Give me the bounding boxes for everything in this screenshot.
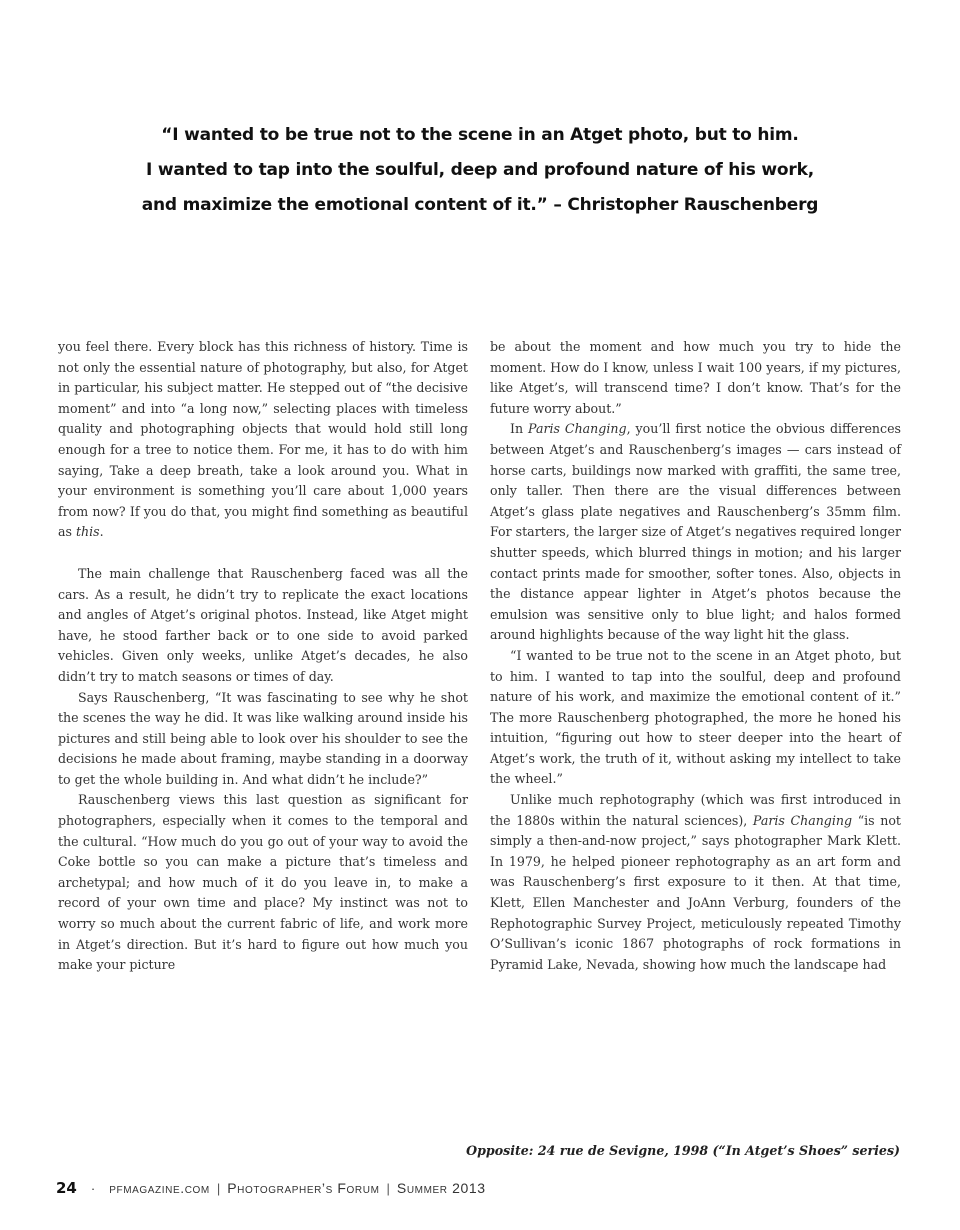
text-run: , you’ll first notice the obvious differences between Atget’s and Rauschenberg’s images — cars instead of horse carts, buildings now marked with graffiti, the same tree, only taller. Then there are the visual differences between Atget’s glass plate negatives and Rauschenberg’s 35mm film. For starters, the larger size of Atget’s negatives required longer shutter speeds, which blurred things in motion; and his larger contact prints made for smoother, softer tones. Also, objects in the distance appear lighter in Atget’s photos because the emulsion was sensitive only to blue light; and halos formed around highlights because of the way light hit the glass.	[490, 421, 901, 643]
book-title: Paris Changing	[528, 421, 627, 437]
body-paragraph	[490, 790, 901, 975]
pull-quote-line-1: “I wanted to be true not to the scene in an Atget photo, but to him.	[161, 125, 799, 145]
footer-separator: |	[386, 1181, 390, 1196]
text-run: “is not simply a then-and-now project,” says photographer Mark Klett. In 1979, he helped pioneer rephotography as an art form and was Rauschenberg’s first exposure to it then. At that time, Klett, Ellen Manchester and JoAnn Verburg, founders of the Rephotographic Survey Project, meticulously repeated Timothy O’Sullivan’s iconic 1867 photographs of rock formations in Pyramid Lake, Nevada, showing how much the landscape had	[490, 812, 901, 972]
book-title: Paris Changing	[752, 812, 853, 828]
text-run: In	[510, 421, 529, 437]
footer-dot: ·	[90, 1181, 96, 1196]
inset-quote-emphasis: this	[75, 524, 100, 540]
pull-quote	[90, 118, 870, 223]
left-column	[58, 337, 468, 976]
body-paragraph: “I wanted to be true not to the scene in an Atget photo, but to him. I wanted to tap into the soulful, deep and profound nature of his work, and maximize the emotional content of it.” The more Rauschenberg photographed, the more he honed his intuition, “figuring out how to steer deeper into the heart of Atget’s work, the truth of it, without asking my intellect to take the wheel.”	[490, 647, 901, 787]
body-paragraph: Rauschenberg views this last question as significant for photographers, especially when it comes to the temporal and the cultural. “How much do you go out of your way to avoid the Coke bottle so you can make a picture that’s timeless and archetypal; and how much of it do you leave in, to make a record of your own time and place? My instinct was not to worry so much about the current fabric of life, and work more in Atget’s direction. But it’s hard to figure out how much you make your picture	[58, 792, 468, 973]
pull-quote-line-3: and maximize the emotional content of it.” – Christopher Rauschenberg	[141, 195, 819, 215]
body-paragraph: Says Rauschenberg, “It was fascinating to see why he shot the scenes the way he did. It was like walking around inside his pictures and still being able to look over his shoulder to see the decisions he made about framing, maybe standing in a doorway to get the whole building in. And what didn’t he include?”	[58, 689, 468, 787]
body-paragraph: be about the moment and how much you try to hide the moment. How do I know, unless I wait 100 years, if my pictures, like Atget’s, will transcend time? I don’t know. That’s for the future worry about.”	[490, 339, 901, 416]
body-paragraph	[490, 419, 901, 646]
inset-quote-end: .	[99, 524, 104, 540]
body-paragraph: The main challenge that Rauschenberg faced was all the cars. As a result, he didn’t try to replicate the exact locations and angles of Atget’s original photos. Instead, like Atget might have, he stood farther back or to one side to avoid parked vehicles. Given only weeks, unlike Atget’s decades, he also didn’t try to match seasons or times of day.	[58, 565, 468, 684]
footer-separator: |	[216, 1181, 221, 1196]
footer-issue: Summer 2013	[396, 1180, 486, 1196]
footer-publication: Photographer’s Forum	[227, 1180, 380, 1196]
right-column	[490, 337, 901, 975]
paragraph-gap	[58, 543, 468, 564]
inset-quote	[58, 337, 468, 543]
page-number: 24	[56, 1179, 77, 1197]
pull-quote-line-2: I wanted to tap into the soulful, deep and profound nature of his work,	[146, 160, 814, 180]
photo-caption: Opposite: 24 rue de Sevigne, 1998 (“In Atget’s Shoes” series)	[466, 1143, 900, 1158]
footer-site: pfmagazine.com	[109, 1180, 210, 1196]
page-footer	[56, 1179, 486, 1197]
text-run: Unlike much rephotography (which was first introduced in the 1880s within the natural sciences),	[490, 792, 901, 828]
inset-quote-text: you feel there. Every block has this richness of history. Time is not only the essential nature of photography, but also, for Atget in particular, his subject matter. He stepped out of “the decisive moment” and into “a long now,” selecting places with timeless quality and photographing objects that would hold still long enough for a tree to notice them. For me, it has to do with him saying, Take a deep breath, take a look around you. What in your environment is something you’ll care about 1,000 years from now? If you do that, you might find something as beautiful as	[58, 339, 468, 540]
